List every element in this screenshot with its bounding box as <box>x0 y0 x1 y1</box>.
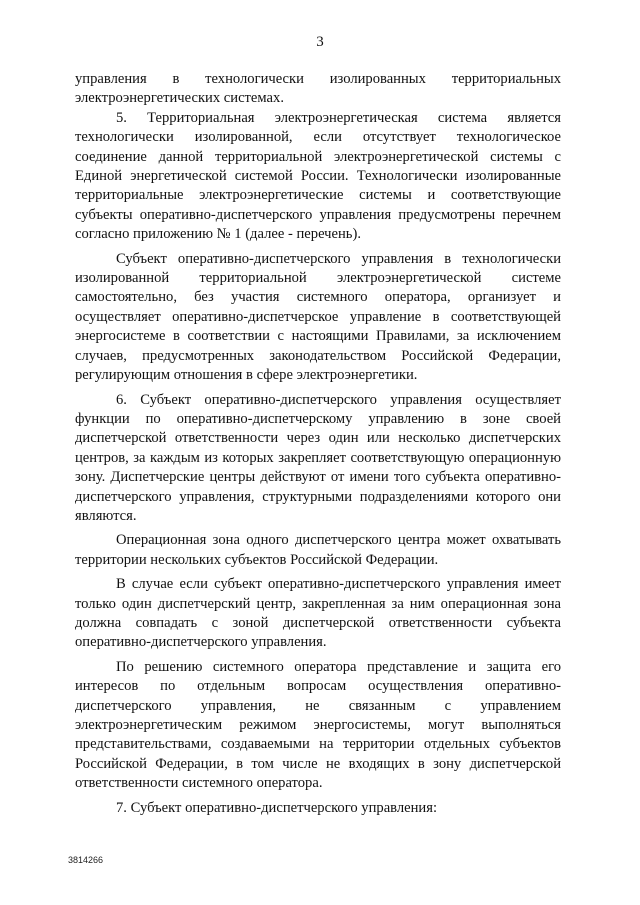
page-number: 3 <box>316 34 324 50</box>
paragraph-isolated-systems: Субъект оперативно-диспетчерского управления в технологически изолированной территориальной электроэнергетической системе самостоятельно, без участия системного оператора, организует и осуществляет оперативно-диспетчерское управление в соответствующей энергосистеме в соответствии с настоящими Правилами, за исключением случаев, предусмотренных законодательством Российской Федерации, регулирующим отношения в сфере электроэнергетики. <box>75 250 561 384</box>
document-code: 3814266 <box>68 855 104 865</box>
paragraph-item-6: 6. Субъект оперативно-диспетчерского управления осуществляет функции по оперативно-диспетчерскому управлению в зоне своей диспетчерской ответственности через один или несколько диспетчерских центров, за каждым из которых закрепляет соответствующую операционную зону. Диспетчерские центры действуют от имени того субъекта оперативно-диспетчерского управления, структурными подразделениями которого они являются. <box>75 391 561 524</box>
paragraph-item-5: 5. Территориальная электроэнергетическая система является технологически изолированной, если отсутствует технологическое соединение данной территориальной электроэнергетической системы с Единой энергетической системой России. Технологически изолированные территориальные электроэнергетические системы и соответствующие субъекты оперативно-диспетчерского управления предусмотрены перечнем согласно приложению № 1 (далее - перечень). <box>75 109 561 243</box>
paragraph-item-7: 7. Субъект оперативно-диспетчерского управления: <box>116 799 438 816</box>
paragraph-representation: По решению системного оператора представление и защита его интересов по отдельным вопросам осуществления оперативно-диспетчерского управления, не связанным с управлением электроэнергетическим режимом энергосистемы, могут выполняться представительствами, создаваемыми на территории отдельных субъектов Российской Федерации, в том числе не входящих в зону диспетчерской ответственности системного оператора. <box>75 658 561 792</box>
paragraph-continuation: управления в технологически изолированных территориальных электроэнергетических системах. <box>75 71 561 107</box>
paragraph-single-center: В случае если субъект оперативно-диспетчерского управления имеет только один диспетчерский центр, закрепленная за ним операционная зона должна совпадать с зоной диспетчерской ответственности субъекта оперативно-диспетчерского управления. <box>75 576 561 651</box>
paragraph-operational-zone: Операционная зона одного диспетчерского центра может охватывать территории нескольких субъектов Российской Федерации. <box>75 532 561 568</box>
document-body <box>75 70 561 818</box>
